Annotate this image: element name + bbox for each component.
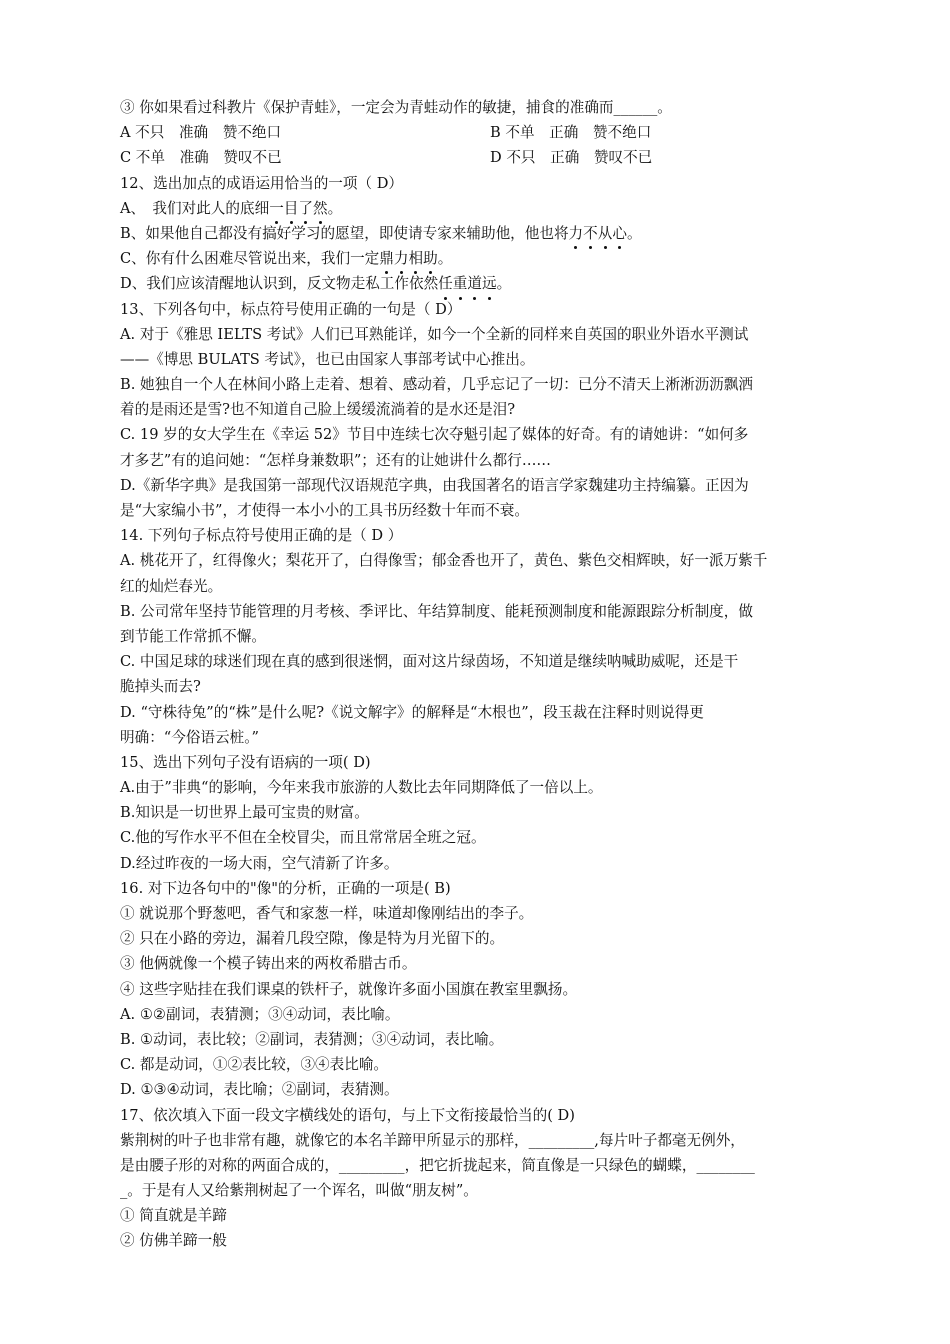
- q12-a-text: A、 我们对此人的底细: [120, 199, 270, 217]
- q14-option-d-line2: 明确：“今俗语云桩。”: [120, 728, 259, 746]
- q12-option-c: [120, 246, 832, 271]
- q13-option-b-line2: 着的是雨还是雪?也不知道自己脸上缓缓流淌着的是水还是泪?: [120, 401, 516, 419]
- q14-option-c-line1: C. 中国足球的球迷们现在真的感到很迷惘，面对这片绿茵场，不知道是继续呐喊助威呢，还是干: [120, 653, 739, 671]
- emphasis-dot-char: 一: [269, 196, 284, 221]
- emphasis-dot-char: 心: [612, 221, 627, 246]
- document-page: [120, 95, 832, 1254]
- q12-b-text: B、如果他自己都没有搞好学习的愿望，即使请专家来辅助他，他也将: [120, 224, 569, 242]
- q11-stem: ③ 你如果看过科教片《保护青蛙》，一定会为青蛙动作的敏捷，捕食的准确而______。: [120, 99, 672, 116]
- q15-stem: 15、选出下列句子没有语病的一项( D): [120, 753, 371, 771]
- q17-choice-1: ① 简直就是羊蹄: [120, 1207, 227, 1225]
- emphasis-dot-char: 不: [583, 221, 598, 246]
- q11-option-d: D 不只 正确 赞叹不已: [490, 149, 653, 167]
- emphasis-dot-char: 相: [408, 246, 423, 271]
- q15-option-a: A.由于”非典“的影响，今年来我市旅游的人数比去年同期降低了一倍以上。: [120, 779, 603, 797]
- q12-a-end: 。: [327, 199, 343, 217]
- q16-sentence-3: ③ 他俩就像一个模子铸出来的两枚希腊古币。: [120, 955, 417, 973]
- q14-option-c-line2: 脆掉头而去?: [120, 678, 201, 696]
- emphasis-dot-char: 力: [394, 246, 409, 271]
- q14-stem: 14. 下列句子标点符号使用正确的是（ D ）: [120, 527, 403, 545]
- q14-option-d-line1: D. “守株待兔”的“株”是什么呢?《说文解字》的解释是“木根也”，段玉裁在注释时则说得更: [120, 703, 704, 721]
- q13-stem: 13、下列各句中，标点符号使用正确的一句是（ D）: [120, 300, 462, 318]
- q12-d-dotted-idiom: [438, 275, 496, 292]
- q12-stem: 12、选出加点的成语运用恰当的一项（ D）: [120, 174, 404, 192]
- emphasis-dot-char: 重: [453, 271, 468, 296]
- q15-option-d: D.经过昨夜的一场大雨，空气清新了许多。: [120, 854, 399, 872]
- q11-option-a: A 不只 准确 赞不绝口: [120, 124, 282, 142]
- q17-passage-line3: _。于是有人又给紫荆树起了一个诨名，叫做“朋友树”。: [120, 1182, 478, 1200]
- q16-option-b: B. ①动词，表比较；②副词，表猜测；③④动词，表比喻。: [120, 1030, 504, 1048]
- q12-d-end: 。: [496, 275, 512, 293]
- q16-option-d: D. ①③④动词，表比喻；②副词，表猜测。: [120, 1081, 399, 1099]
- q16-sentence-1: ① 就说那个野葱吧，香气和家葱一样，味道却像刚结出的李子。: [120, 905, 534, 922]
- emphasis-dot-char: 远: [482, 271, 497, 296]
- q17-passage-line1: 紫荆树的叶子也非常有趣，就像它的本名羊蹄甲所显示的那样，_________,每片叶子都毫无例外，: [120, 1131, 745, 1149]
- emphasis-dot-char: 了: [298, 196, 313, 221]
- q13-option-c-line1: C. 19 岁的女大学生在《幸运 52》节目中连续七次夺魁引起了媒体的好奇。有的请她讲：“如何多: [120, 426, 749, 444]
- q13-option-c-line2: 才多艺”有的追问她：“怎样身兼数职”；还有的让她讲什么都行……: [120, 451, 552, 469]
- emphasis-dot-char: 然: [313, 196, 328, 221]
- q11-options-row-1: [120, 120, 832, 145]
- q17-stem: 17、依次填入下面一段文字横线处的语句，与上下文衔接最恰当的( D): [120, 1106, 575, 1124]
- emphasis-dot-char: 目: [284, 196, 299, 221]
- q16-sentence-4: ④ 这些字贴挂在我们课桌的铁杆子，就像许多面小国旗在教室里飘扬。: [120, 980, 578, 998]
- q14-option-b-line2: 到节能工作常抓不懈。: [120, 627, 266, 645]
- q12-option-d: [120, 271, 832, 296]
- q11-option-c: C 不单 准确 赞叹不已: [120, 149, 282, 167]
- q12-c-text: C、你有什么困难尽管说出来，我们一定: [120, 250, 380, 268]
- q13-option-d-line1: D.《新华字典》是我国第一部现代汉语规范字典，由我国著名的语言学家魏建功主持编纂。正因为: [120, 476, 749, 494]
- emphasis-dot-char: 力: [569, 221, 584, 246]
- q12-a-dotted-idiom: [269, 200, 327, 217]
- q16-stem: 16. 对下边各句中的"像"的分析，正确的一项是( B): [120, 879, 451, 897]
- q12-b-end: 。: [626, 224, 642, 242]
- q13-option-d-line2: 是“大家编小书”，才使得一本小小的工具书历经数十年而不衰。: [120, 502, 529, 519]
- emphasis-dot-char: 助: [423, 246, 438, 271]
- q11-options-row-2: [120, 145, 832, 170]
- q12-option-b: [120, 221, 832, 246]
- q12-b-dotted-idiom: [569, 225, 627, 242]
- q17-passage-line2: 是由腰子形的对称的两面合成的，_________，把它折拢起来，简直像是一只绿色的蝴蝶，________: [120, 1156, 755, 1174]
- q11-option-b: B 不单 正确 赞不绝口: [490, 124, 652, 142]
- q12-option-a: [120, 196, 832, 221]
- emphasis-dot-char: 道: [467, 271, 482, 296]
- q13-option-b-line1: B. 她独自一个人在林间小路上走着、想着、感动着，几乎忘记了一切：已分不清天上淅淅沥沥飘洒: [120, 376, 753, 394]
- q12-c-dotted-idiom: [379, 250, 437, 267]
- q17-choice-2: ② 仿佛羊蹄一般: [120, 1232, 227, 1250]
- emphasis-dot-char: 任: [438, 271, 453, 296]
- q14-option-b-line1: B. 公司常年坚持节能管理的月考核、季评比、年结算制度、能耗预测制度和能源跟踪分析制度，做: [120, 602, 753, 620]
- q16-option-a: A. ①②副词，表猜测；③④动词，表比喻。: [120, 1005, 400, 1023]
- q13-option-a-line2: ——《博思 BULATS 考试》，也已由国家人事部考试中心推出。: [120, 350, 535, 368]
- q16-sentence-2: ② 只在小路的旁边，漏着几段空隙，像是特为月光留下的。: [120, 930, 505, 948]
- q15-option-c: C.他的写作水平不但在全校冒尖，而且常常居全班之冠。: [120, 829, 486, 847]
- q12-c-end: 。: [437, 250, 453, 268]
- emphasis-dot-char: 鼎: [379, 246, 394, 271]
- q15-option-b: B.知识是一切世界上最可宝贵的财富。: [120, 804, 369, 822]
- emphasis-dot-char: 从: [598, 221, 613, 246]
- q14-option-a-line2: 红的灿烂春光。: [120, 577, 223, 595]
- q14-option-a-line1: A. 桃花开了，红得像火；梨花开了，白得像雪；郁金香也开了，黄色、紫色交相辉映，好一派万紫千: [120, 552, 768, 570]
- q16-option-c: C. 都是动词，①②表比较，③④表比喻。: [120, 1056, 389, 1074]
- q13-option-a-line1: A. 对于《雅思 IELTS 考试》人们已耳熟能详，如今一个全新的同样来自英国的职业外语水平测试: [120, 325, 749, 343]
- q12-d-text: D、我们应该清醒地认识到，反文物走私工作依然: [120, 275, 439, 293]
